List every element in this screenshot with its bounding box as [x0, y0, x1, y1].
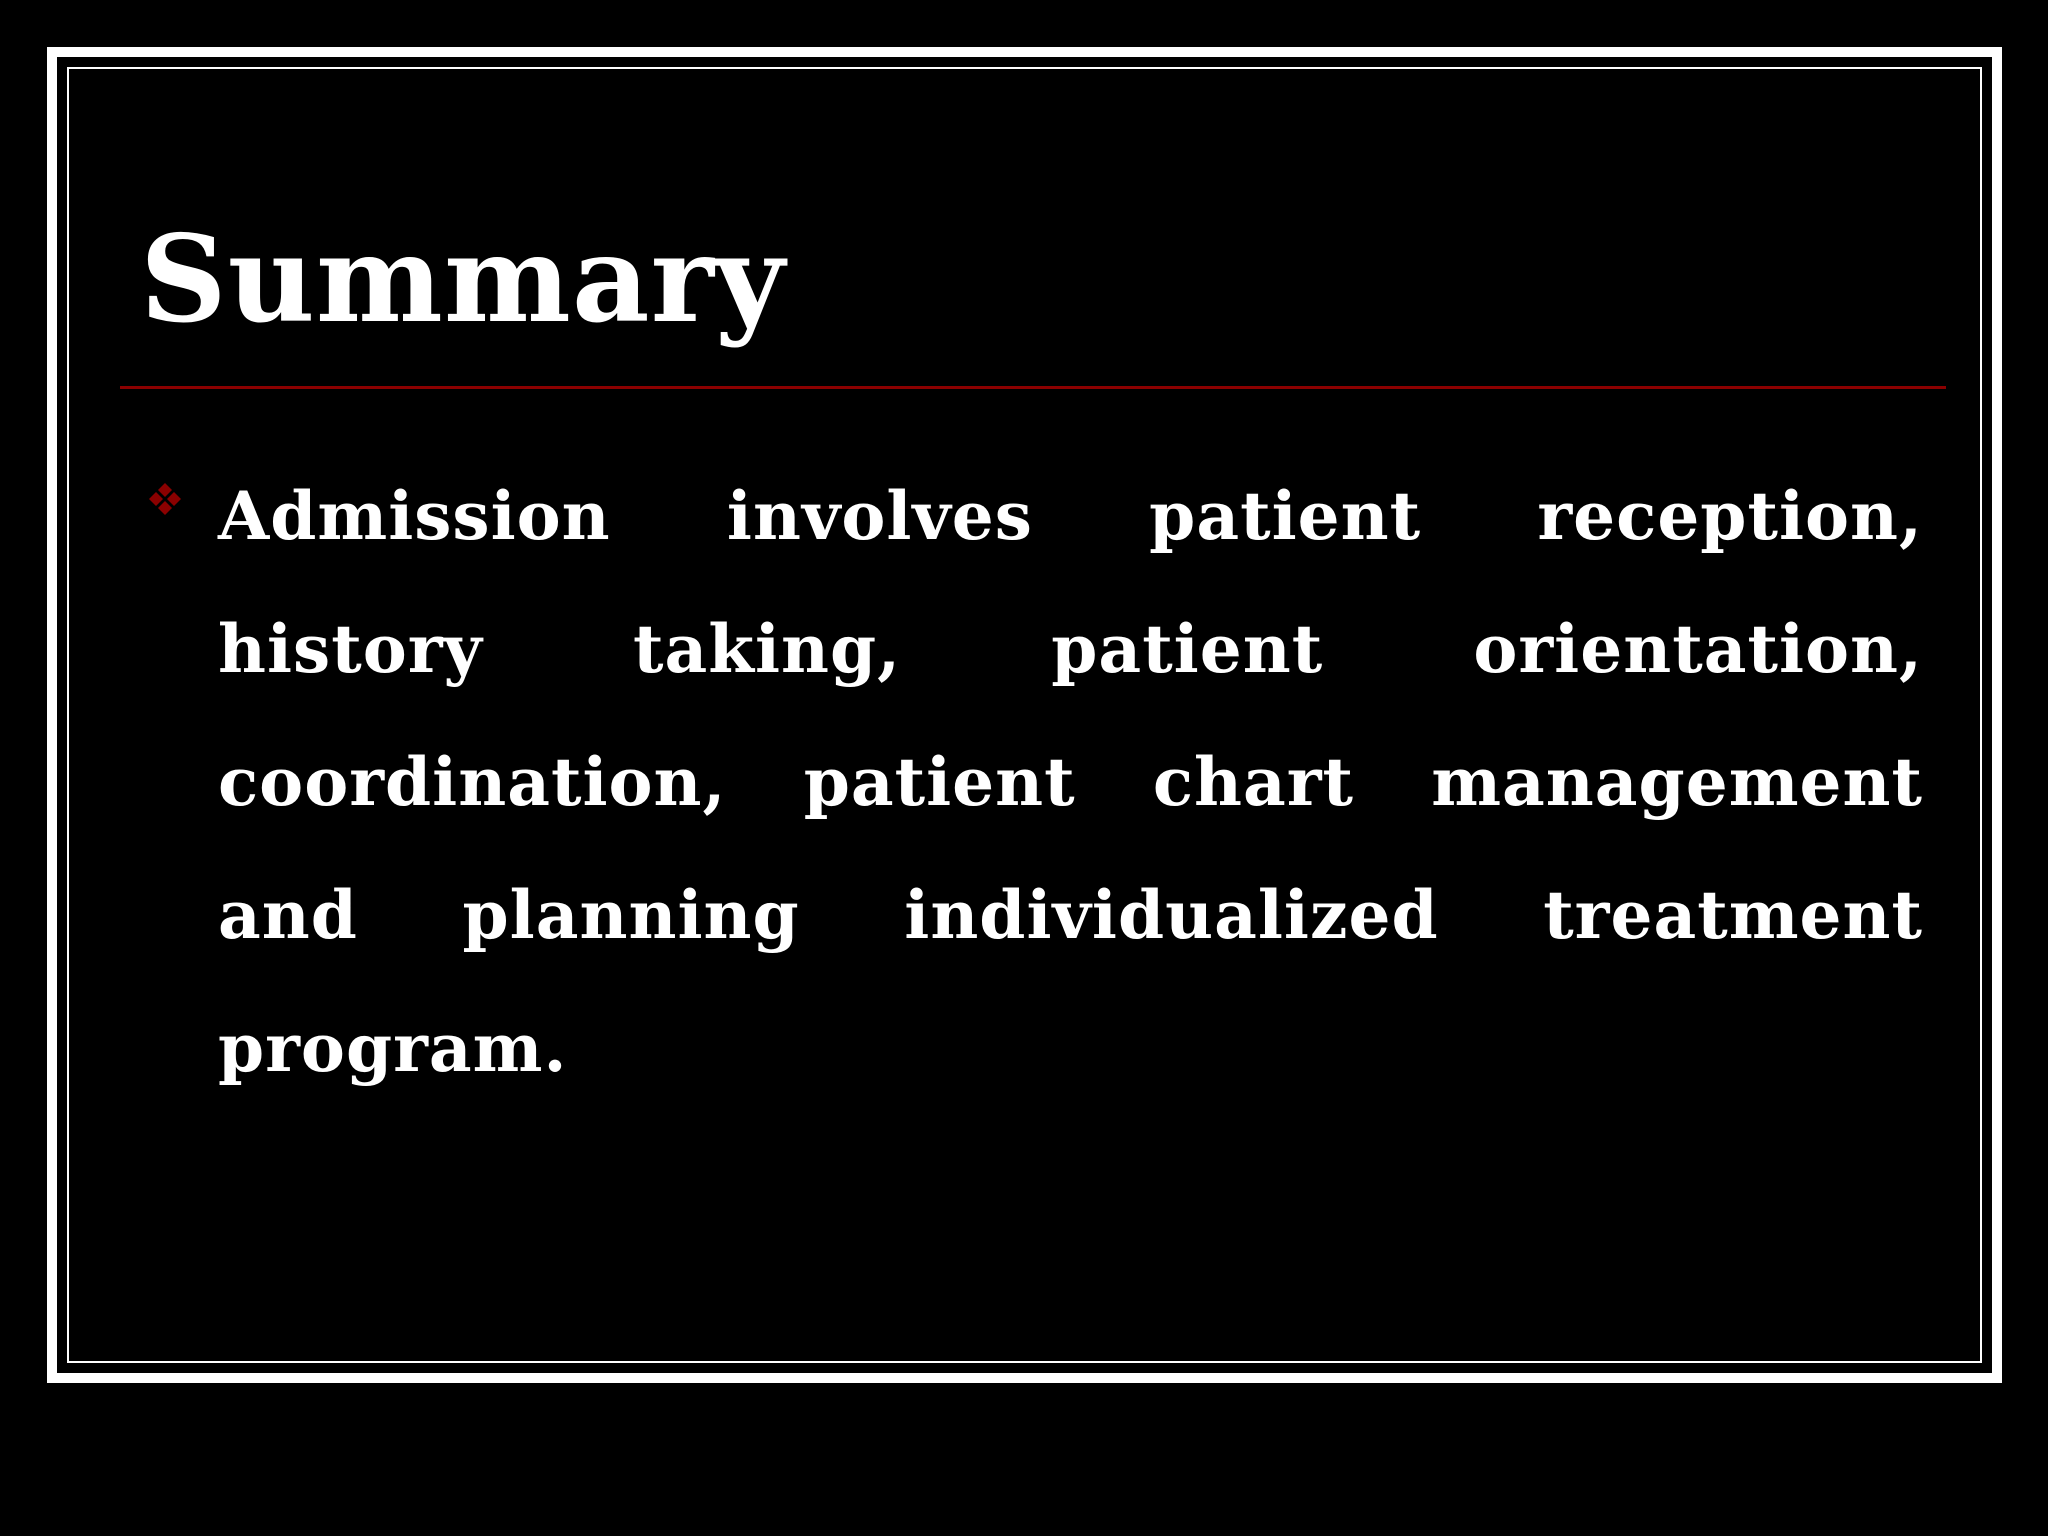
four-diamond-bullet-icon [147, 481, 183, 517]
slide-title: Summary [140, 209, 786, 350]
title-divider [120, 386, 1946, 389]
bullet-item-text: Admission involves patient reception, history taking, patient orientation, coordination, patient chart management and planning individualized treatment program. [218, 477, 1923, 1087]
